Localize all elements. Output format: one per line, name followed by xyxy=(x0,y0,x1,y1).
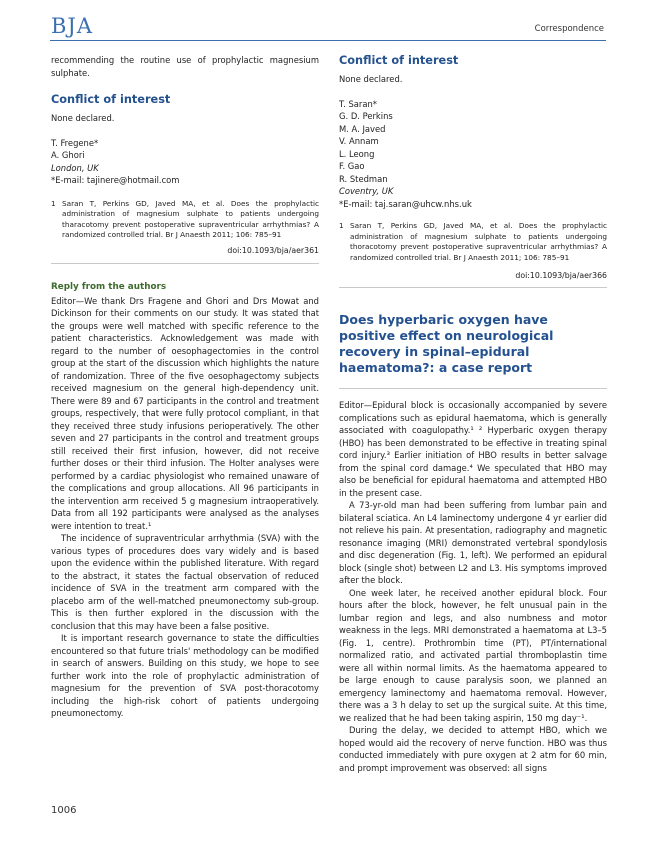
coi-heading: Conflict of interest xyxy=(51,93,171,106)
author-name: F. Gao xyxy=(339,161,365,171)
author-name: R. Stedman xyxy=(339,173,388,184)
doi-link[interactable]: doi:10.1093/bja/aer361 xyxy=(227,245,319,255)
author-name: G. D. Perkins xyxy=(339,111,393,121)
section-label: Correspondence xyxy=(534,24,604,34)
article-paragraph: A 73-yr-old man had been suffering from lumbar pain and bilateral sciatica. An L4 laminectomy undergone 4 yr earlier did not relieve his pain. At presentation, radiography and magnetic resonance imaging (MRI) demonstrated vertebral spondylosis and disc degeneration (Fig. 1, left). We performed an epidural block (single shot) between L2 and L3. His symptoms improved after the block. xyxy=(339,500,607,585)
journal-logo: BJA xyxy=(51,14,94,38)
author-location: London, UK xyxy=(51,162,99,173)
coi-heading: Conflict of interest xyxy=(339,54,459,67)
author-name: T. Saran* xyxy=(339,98,377,109)
reference-item xyxy=(51,199,319,241)
left-column xyxy=(51,54,319,720)
reference-number: 1 xyxy=(339,221,344,230)
author-location: Coventry, UK xyxy=(339,186,394,196)
article-paragraph: Editor—Epidural block is occasionally accompanied by severe complications such as epidural haematoma, which is generally associated with coagulopathy.¹ ² Hyperbaric oxygen therapy (HBO) has been demonstrated to be effective in treating spinal cord injury.³ Earlier initiation of HBO results in better salvage from the spinal cord damage.⁴ We speculated that HBO may also be beneficial for epidural haematoma and attempted HBO in the present case. xyxy=(339,400,607,498)
coi-text: None declared. xyxy=(51,113,115,123)
coi-text: None declared. xyxy=(339,74,403,84)
article-title: Does hyperbaric oxygen have positive effect on neurological recovery in spinal–epidural haematoma?: a case report xyxy=(339,312,554,375)
intro-text: recommending the routine use of prophylactic magnesium sulphate. xyxy=(51,55,319,78)
doi-link[interactable]: doi:10.1093/bja/aer366 xyxy=(515,271,607,280)
reply-heading: Reply from the authors xyxy=(51,281,167,292)
reference-text: Saran T, Perkins GD, Javed MA, et al. Does the prophylactic administration of magnesium sulphate to patients undergoing thoracotomy prevent postoperative supraventricular arrhythmias? A randomized controlled trial. Br J Anaesth 2011; 106: 785–91 xyxy=(350,221,607,262)
author-list xyxy=(339,98,607,211)
reply-paragraph: It is important research governance to state the difficulties encountered so that future trials' methodology can be modified in search of answers. Building on this study, we hope to see further work into the role of prophylactic administration of magnesium for the prevention of SVA post-thoracotomy including the high-risk cohort of patients undergoing pneumonectomy. xyxy=(51,633,319,718)
author-name: T. Fregene* xyxy=(51,137,99,148)
reference-item xyxy=(339,221,607,263)
author-name: A. Ghori xyxy=(51,150,85,160)
article-paragraph: During the delay, we decided to attempt HBO, which we hoped would aid the recovery of nerve function. HBO was thus conducted immediately with pure oxygen at 2 atm for 60 min, and prompt improvement was observed: all signs xyxy=(339,725,607,773)
reference-number: 1 xyxy=(51,198,56,208)
author-email[interactable]: *E-mail: tajinere@hotmail.com xyxy=(51,175,180,185)
right-column xyxy=(339,54,607,774)
reply-paragraph: The incidence of supraventricular arrhythmia (SVA) with the various types of procedures does vary widely and is based upon the evidence within the published literature. With regard to the abstract, it states the factual observation of reduced incidence of SVA in the treatment arm compared with the placebo arm of the well-matched pneumonectomy sub-group. This is then further explored in the discussion with the conclusion that this may have been a false positive. xyxy=(51,533,319,631)
author-name: L. Leong xyxy=(339,148,375,159)
reference-text: Saran T, Perkins GD, Javed MA, et al. Does the prophylactic administration of magnesium sulphate to patients undergoing tharacotomy prevent postoperative supraventricular arrhythmias? A randomized controlled trial. Br J Anaesth 2011; 106: 785–91 xyxy=(62,198,319,239)
reply-paragraph: Editor—We thank Drs Fragene and Ghori and Drs Mowat and Dickinson for their comments on our study. It was stated that the groups were well matched with specific reference to the patient characteristics. Acknowledgement was made with regard to the number of oesophagectomies in the control group at the start of the discussion which highlights the nature of randomization. Three of the five oesophagectomy subjects received magnesium on the general high-dependency unit. There were 89 and 67 participants in the control and treatment groups, respectively, that were fully protocol compliant, in that they received three study infusions perioperatively. The other seven and 27 participants in the control and treatment groups still received their first infusion, however, did not receive further doses or their third infusion. The Holter analyses were performed by a cardiac physiologist who remained unaware of the complications and group allocations. All 96 participants in the intervention arm received 5 g magnesium intraoperatively. Data from all 192 participants were analysed as the analyses were intention to treat.¹ xyxy=(51,295,319,531)
author-list xyxy=(51,137,319,187)
page-number: 1006 xyxy=(51,805,77,816)
author-email[interactable]: *E-mail: taj.saran@uhcw.nhs.uk xyxy=(339,198,472,209)
author-name: V. Annam xyxy=(339,136,379,146)
article-paragraph: One week later, he received another epidural block. Four hours after the block, however, he felt unusual pain in the lumbar region and legs, and also numbness and motor weakness in the legs. MRI demonstrated a haematoma at L3–5 (Fig. 1, centre). Prothrombin time (PT), PT/international normalized ratio, and activated partial thromboplastin time were all within normal limits. As the haematoma appeared to be large enough to cause paralysis soon, we planned an emergency laminectomy and haematoma removal. However, there was a 3 h delay to set up the surgical suite. At this time, we realized that he had been taking aspirin, 150 mg day⁻¹. xyxy=(339,587,607,723)
author-name: M. A. Javed xyxy=(339,123,386,134)
header-divider xyxy=(50,40,606,41)
